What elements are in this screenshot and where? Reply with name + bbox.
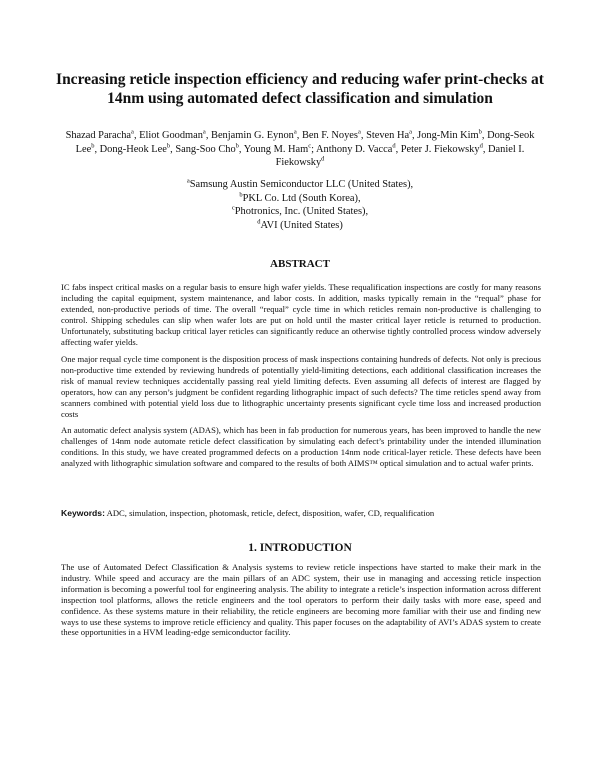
author-name: Benjamin G. Eynon [211, 130, 294, 141]
abstract-paragraph-1: IC fabs inspect critical masks on a regular basis to ensure high wafer yields. These requalification inspections are costly for many reasons including the capital equipment, system maintenance, and labor costs. In addition, masks typically remain in the “requal” phase for extended, non-productive periods of time. The overall “requal” cycle time in which reticles remain non-productive is challenging to control. Shipping schedules can slip when wafer lots are put on hold until the master critical layer reticle is returned to production. Unfortunately, substituting backup critical layer reticles can significantly reduce an otherwise tightly controlled process window adversely affecting wafer yields. [61, 282, 541, 347]
abstract-paragraph-2: One major requal cycle time component is the disposition process of mask inspections containing hundreds of defects. Not only is precious non-productive time extended by reviewing hundreds of potentially yield-limiting detections, each additional classification increases the risk of manual review techniques accidentally passing real yield limiting defects. Even assuming all defects of interest are flagged by operators, how can any person’s judgment be confident regarding lithographic impact of such defects? The time reticles spend away from scanners combined with potential yield loss due to lithographic uncertainty presents significant cycle time loss and increased production costs [61, 354, 541, 419]
author [401, 144, 483, 155]
author-affiliation-mark: a [409, 128, 412, 136]
author [244, 144, 311, 155]
affiliation [150, 192, 450, 206]
author-affiliation-mark: b [91, 142, 95, 150]
abstract-paragraph-3: An automatic defect analysis system (ADAS), which has been in fab production for numerous years, has been improved to handle the new challenges of 14nm node automate reticle defect classification by simulating each defect’s printability under the intended illumination conditions. In this study, we have created programmed defects on a production 14nm node critical-layer reticle. These defects have been analyzed with lithographic simulation software and compared to the results of both AIMS™ optical simulation and to actual wafer prints. [61, 425, 541, 468]
author-list: Shazad Paracha$^a$, Eliot Goodman$^a$, Benjamin G. Eynon$^a$, Ben F. Noyes$^a$, Steven Ha$^a$, Jong-Min Kim$^b$, Dong-Seok Lee$^b$, Dong-Heok Lee$^b$, Sang-Soo Cho$^b$, Young M. Ham$^c$; Anthony D. Vacca$^d$, Peter J. Fiekowsky$^d$, Daniel I. Fiekowsky$^d$ [65, 128, 535, 168]
affiliation [150, 219, 450, 233]
author [139, 130, 206, 141]
abstract-heading: ABSTRACT [270, 258, 330, 270]
section-1-paragraph: The use of Automated Defect Classification & Analysis systems to review reticle inspections have started to make their mark in the industry. While speed and accuracy are the main pillars of an ADC system, their use in managing and accessing reticle inspection information is becoming a powerful tool for engineering analysis. The ability to integrate a reticle’s inspection information across different inspection tool platforms, allows the reticle engineers and the tool operators to perform their daily tasks with more ease, speed and confidence. As these systems mature in their reliability, the reticle engineers are becoming more familiar with their use and finding new ways to use these systems to improve reticle efficiency and quality. This paper focuses on the adaptability of AVI’s ADAS system to create these opportunities in a HVM leading-edge semiconductor facility. [61, 562, 541, 638]
author-affiliation-mark: d [392, 142, 396, 150]
author [100, 144, 170, 155]
keywords-label: Keywords: [61, 508, 105, 518]
affiliation-name: PKL Co. Ltd (South Korea), [242, 192, 361, 204]
author-name: Dong-Seok Lee [75, 130, 535, 155]
affiliation-mark: c [231, 204, 235, 212]
author [302, 130, 361, 141]
author-affiliation-mark: a [293, 128, 297, 136]
affiliation-mark: d [257, 218, 261, 226]
affiliation-mark: a [186, 177, 190, 185]
author [175, 144, 239, 155]
author-affiliation-mark: a [131, 128, 134, 136]
author-affiliation-mark: d [479, 142, 483, 150]
author-name: Shazad Paracha [65, 130, 132, 141]
paper-title: Increasing reticle inspection efficiency and reducing wafer print-checks at 14nm using automated defect classification and simulation [56, 71, 544, 107]
author-affiliation-mark: b [235, 142, 239, 150]
author-name: Sang-Soo Cho [175, 143, 236, 155]
affiliation [150, 205, 450, 219]
author-name: Ben F. Noyes [301, 130, 358, 141]
author [417, 130, 482, 141]
author-name: Young M. Ham [243, 143, 309, 155]
author-name: Daniel I. Fiekowsky [275, 143, 525, 168]
author-affiliation-mark: a [202, 128, 206, 136]
author-affiliation-mark: d [321, 155, 325, 163]
author-name: Dong-Heok Lee [99, 143, 167, 155]
author [66, 130, 134, 141]
author-affiliation-mark: c [308, 142, 312, 150]
affiliation-list [150, 178, 450, 232]
keywords-line [61, 508, 541, 519]
author-name: Jong-Min Kim [417, 130, 479, 141]
affiliation-mark: b [239, 191, 243, 199]
author-affiliation-mark: b [166, 142, 171, 150]
section-1-heading: 1. INTRODUCTION [248, 542, 352, 554]
affiliation-name: Samsung Austin Semiconductor LLC (United States), [189, 179, 414, 190]
author [211, 130, 297, 141]
affiliation-name: AVI (United States) [260, 219, 343, 231]
author-name: Anthony D. Vacca [316, 143, 393, 155]
author-name: Steven Ha [366, 130, 410, 141]
author-affiliation-mark: a [357, 128, 361, 136]
affiliation-name: Photronics, Inc. (United States), [234, 206, 369, 217]
author-name: Eliot Goodman [139, 130, 203, 141]
author-affiliation-mark: b [478, 128, 482, 136]
author-name: Peter J. Fiekowsky [400, 143, 480, 155]
author [316, 144, 396, 155]
affiliation [150, 178, 450, 192]
keywords-text: ADC, simulation, inspection, photomask, reticle, defect, disposition, wafer, CD, requalification [106, 508, 435, 518]
author [366, 130, 412, 141]
